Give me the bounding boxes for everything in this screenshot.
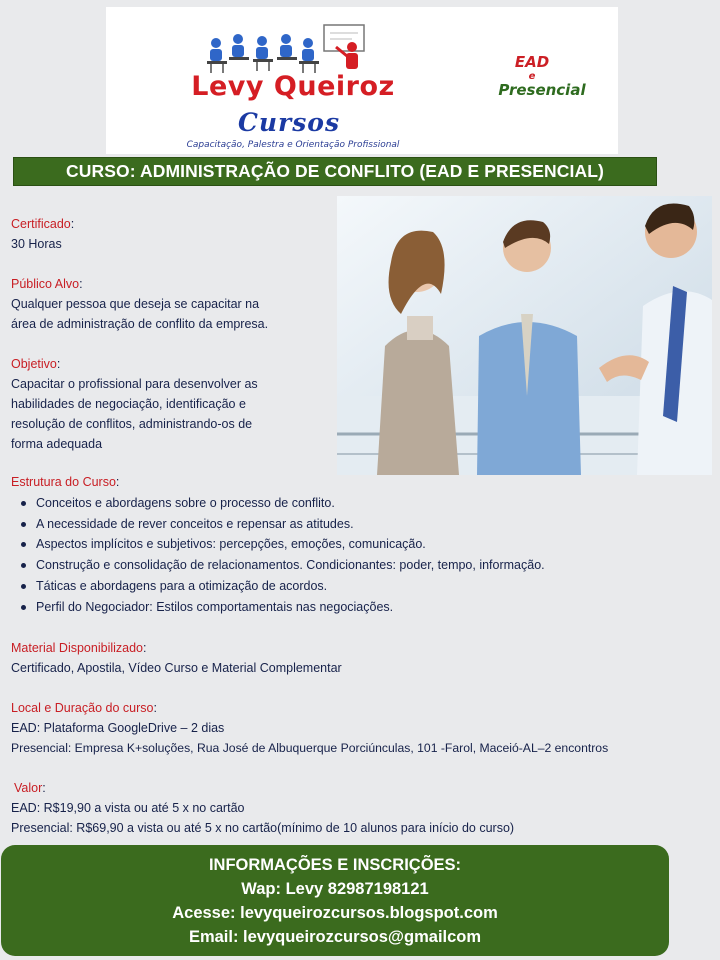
contact-website: Acesse: levyqueirozcursos.blogspot.com <box>172 904 498 922</box>
material-label: Material Disponibilizado <box>11 641 144 655</box>
objetivo-label: Objetivo <box>11 357 57 371</box>
certificado-value: 30 Horas <box>11 237 62 251</box>
list-item: Construção e consolidação de relacionamentos. Condicionantes: poder, tempo, informação. <box>11 555 545 576</box>
contact-email: Email: levyqueirozcursos@gmailcom <box>188 928 482 946</box>
publico-line: área de administração de conflito da empresa. <box>11 317 269 331</box>
local-ead: EAD: Plataforma GoogleDrive – 2 dias <box>11 721 225 735</box>
estrutura-label: Estrutura do Curso <box>11 475 116 489</box>
material-section: Material Disponibilizado: Certificado, Apostila, Vídeo Curso e Material Complementar <box>11 638 342 678</box>
objetivo-line: forma adequada <box>11 437 103 451</box>
mode-ead: EAD <box>514 53 550 71</box>
business-meeting-photo <box>337 196 712 475</box>
list-item: Táticas e abordagens para a otimização de acordos. <box>11 576 545 597</box>
local-section: Local e Duração do curso: EAD: Plataforma GoogleDrive – 2 dias Presencial: Empresa K+soluções, Rua José de Albuquerque Porciúnculas, 101 -Farol, Maceió-AL–2 encontros <box>11 698 608 758</box>
objetivo-line: Capacitar o profissional para desenvolver as <box>11 377 258 391</box>
training-people-illustration <box>204 17 374 75</box>
estrutura-list <box>11 493 545 617</box>
contact-info-box <box>1 845 669 956</box>
list-item: A necessidade de rever conceitos e repensar as atitudes. <box>11 514 545 535</box>
list-item: Perfil do Negociador: Estilos comportamentais nas negociações. <box>11 597 545 618</box>
brand-subtitle: Cursos <box>237 108 341 137</box>
estrutura-section: Estrutura do Curso: <box>11 475 120 489</box>
objetivo-section: Objetivo: Capacitar o profissional para desenvolver as habilidades de negociação, identificação e resolução de conflitos, administrando-os de forma adequada <box>11 354 258 454</box>
mode-presencial: Presencial <box>498 81 586 99</box>
course-title: CURSO: ADMINISTRAÇÃO DE CONFLITO (EAD E PRESENCIAL) <box>66 161 604 181</box>
objetivo-line: habilidades de negociação, identificação e <box>11 397 246 411</box>
valor-presencial: Presencial: R$69,90 a vista ou até 5 x no cartão(mínimo de 10 alunos para início do curso) <box>11 821 515 835</box>
certificado-section: Certificado: 30 Horas <box>11 214 74 254</box>
material-value: Certificado, Apostila, Vídeo Curso e Material Complementar <box>11 661 342 675</box>
valor-values <box>11 798 514 838</box>
course-title-bar <box>13 157 657 186</box>
objetivo-line: resolução de conflitos, administrando-os de <box>11 417 253 431</box>
valor-ead: EAD: R$19,90 a vista ou até 5 x no cartão <box>11 801 245 815</box>
list-item: Aspectos implícitos e subjetivos: percepções, emoções, comunicação. <box>11 534 545 555</box>
certificado-label: Certificado <box>11 217 71 231</box>
mode-and: e <box>528 71 536 82</box>
header-logo <box>106 7 618 154</box>
valor-label: Valor <box>14 781 43 795</box>
publico-section: Público Alvo: Qualquer pessoa que deseja se capacitar na área de administração de conflito da empresa. <box>11 274 268 334</box>
valor-section: Valor: <box>14 781 46 795</box>
list-item: Conceitos e abordagens sobre o processo de conflito. <box>11 493 545 514</box>
local-label: Local e Duração do curso <box>11 701 154 715</box>
brand-tagline: Capacitação, Palestra e Orientação Profissional <box>186 140 400 150</box>
contact-phone: Wap: Levy 82987198121 <box>241 880 429 898</box>
local-presencial: Presencial: Empresa K+soluções, Rua José de Albuquerque Porciúnculas, 101 -Farol, Maceió-AL–2 encontros <box>11 741 609 755</box>
publico-label: Público Alvo <box>11 277 80 291</box>
contact-heading: INFORMAÇÕES E INSCRIÇÕES: <box>208 856 462 874</box>
publico-line: Qualquer pessoa que deseja se capacitar na <box>11 297 260 311</box>
brand-name: Levy Queiroz <box>191 71 395 102</box>
